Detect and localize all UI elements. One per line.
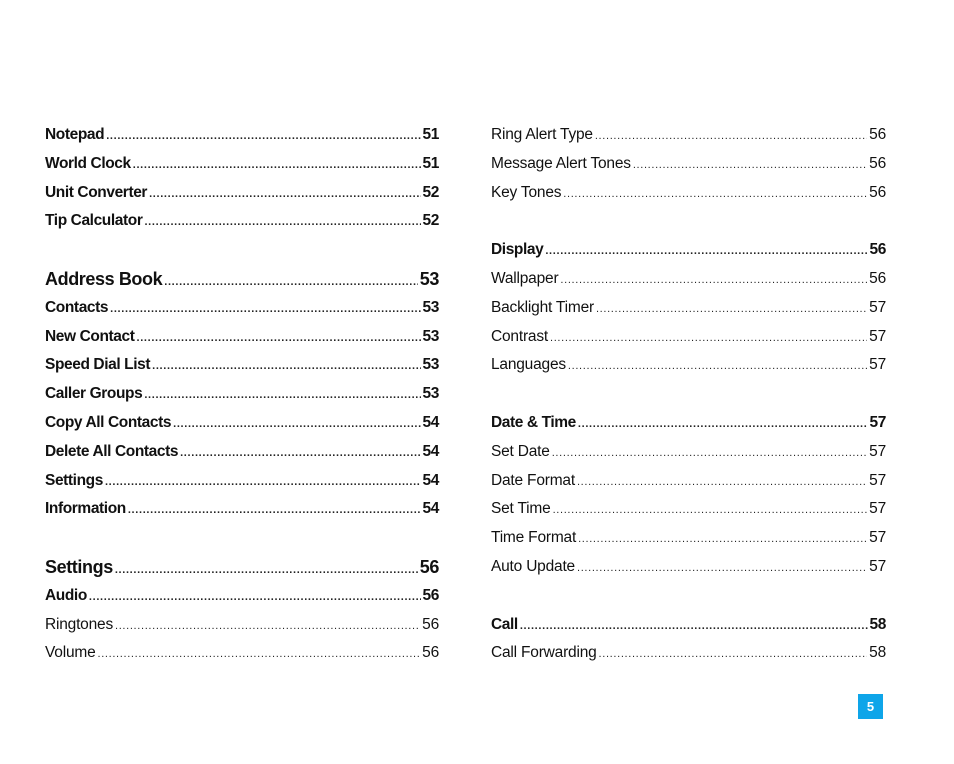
toc-entry-label: Set Date xyxy=(491,442,550,460)
toc-entry-page: 57 xyxy=(869,557,886,575)
toc-entry[interactable] xyxy=(45,495,439,524)
toc-dot-leader xyxy=(520,611,868,641)
toc-entry-label: Call xyxy=(491,615,518,633)
toc-entry-label: Settings xyxy=(45,556,113,577)
toc-entry[interactable] xyxy=(45,265,439,294)
toc-entry-label: Tip Calculator xyxy=(45,212,143,230)
toc-entry-label: Set Time xyxy=(491,500,551,518)
toc-entry-label: Unit Converter xyxy=(45,183,148,201)
toc-entry-label: Volume xyxy=(45,644,96,662)
toc-entry-page: 53 xyxy=(422,356,439,374)
toc-entry-label: Key Tones xyxy=(491,183,562,201)
toc-dot-leader xyxy=(633,150,867,180)
page-number-badge: 5 xyxy=(858,694,883,719)
toc-entry-page: 56 xyxy=(869,269,886,287)
toc-entry-label: Information xyxy=(45,500,126,518)
toc-entry-page: 54 xyxy=(422,500,439,518)
toc-entry-label: New Contact xyxy=(45,327,135,345)
toc-entry[interactable] xyxy=(45,438,439,467)
toc-entry-label: Delete All Contacts xyxy=(45,442,179,460)
toc-entry-label: Ringtones xyxy=(45,615,113,633)
toc-entry-page: 54 xyxy=(422,442,439,460)
toc-entry[interactable] xyxy=(491,639,886,668)
toc-dot-leader xyxy=(89,582,421,612)
toc-entry[interactable] xyxy=(45,207,439,236)
toc-dot-leader xyxy=(136,323,420,353)
toc-entry-page: 54 xyxy=(422,471,439,489)
toc-entry-page: 57 xyxy=(869,500,886,518)
toc-dot-leader xyxy=(180,438,420,468)
toc-entry[interactable] xyxy=(45,179,439,208)
toc-entry-page: 58 xyxy=(869,615,886,633)
toc-entry[interactable] xyxy=(45,351,439,380)
toc-entry-label: World Clock xyxy=(45,154,131,172)
toc-entry-label: Notepad xyxy=(45,126,105,143)
toc-dot-leader xyxy=(110,294,420,324)
toc-dot-leader xyxy=(578,524,867,554)
toc-dot-leader xyxy=(563,179,867,209)
toc-entry[interactable] xyxy=(45,467,439,496)
toc-dot-leader xyxy=(115,553,418,585)
toc-entry-page: 56 xyxy=(422,586,439,604)
toc-entry[interactable] xyxy=(45,323,439,352)
toc-entry[interactable] xyxy=(491,524,886,553)
toc-entry[interactable] xyxy=(491,323,886,352)
toc-entry-page: 57 xyxy=(869,327,886,345)
toc-entry-page: 57 xyxy=(869,413,886,431)
toc-dot-leader xyxy=(133,150,421,180)
toc-entry-page: 52 xyxy=(422,183,439,201)
toc-dot-leader xyxy=(596,294,867,324)
toc-dot-leader xyxy=(144,380,420,410)
toc-entry-page: 54 xyxy=(422,413,439,431)
toc-entry-label: Contrast xyxy=(491,327,548,345)
toc-dot-leader xyxy=(550,323,867,353)
toc-entry-page: 56 xyxy=(869,241,886,259)
toc-entry[interactable] xyxy=(45,294,439,323)
toc-entry[interactable] xyxy=(491,351,886,380)
toc-dot-leader xyxy=(144,207,420,237)
toc-entry-page: 56 xyxy=(869,183,886,201)
toc-entry-page: 56 xyxy=(419,556,439,577)
toc-dot-leader xyxy=(128,495,421,525)
toc-entry-page: 57 xyxy=(869,471,886,489)
toc-dot-leader xyxy=(595,121,867,151)
toc-dot-leader xyxy=(164,265,418,297)
toc-entry-label: Backlight Timer xyxy=(491,298,594,316)
toc-entry[interactable] xyxy=(491,294,886,323)
toc-entry[interactable] xyxy=(491,611,886,640)
toc-entry[interactable] xyxy=(45,639,439,668)
toc-entry[interactable] xyxy=(491,553,886,582)
toc-entry-label: Auto Update xyxy=(491,557,575,575)
toc-entry[interactable] xyxy=(45,121,439,150)
toc-entry-label: Display xyxy=(491,241,544,259)
toc-entry-label: Date Format xyxy=(491,471,575,489)
toc-entry[interactable] xyxy=(491,409,886,438)
toc-entry[interactable] xyxy=(45,409,439,438)
toc-entry-page: 52 xyxy=(422,212,439,230)
toc-entry-label: Ring Alert Type xyxy=(491,126,593,143)
toc-entry-label: Settings xyxy=(45,471,103,489)
toc-dot-leader xyxy=(577,467,867,497)
toc-dot-leader xyxy=(568,351,867,381)
toc-dot-leader xyxy=(106,121,420,151)
toc-dot-leader xyxy=(173,409,420,439)
toc-entry-page: 53 xyxy=(422,385,439,403)
toc-dot-leader xyxy=(577,553,867,583)
toc-dot-leader xyxy=(98,639,421,669)
toc-left-column xyxy=(45,121,439,668)
toc-entry[interactable] xyxy=(491,150,886,179)
toc-dot-leader xyxy=(553,495,868,525)
toc-entry-page: 57 xyxy=(869,442,886,460)
toc-dot-leader xyxy=(105,467,421,497)
toc-entry-label: Call Forwarding xyxy=(491,644,597,662)
toc-entry-label: Date & Time xyxy=(491,413,576,431)
toc-dot-leader xyxy=(560,265,867,295)
toc-dot-leader xyxy=(149,179,420,209)
toc-entry-label: Message Alert Tones xyxy=(491,154,631,172)
toc-entry-page: 51 xyxy=(422,126,439,143)
toc-entry-label: Languages xyxy=(491,356,566,374)
toc-dot-leader xyxy=(545,236,867,266)
toc-entry-label: Wallpaper xyxy=(491,269,559,287)
toc-entry-page: 56 xyxy=(869,126,886,143)
toc-entry-label: Audio xyxy=(45,586,87,604)
toc-entry-page: 58 xyxy=(869,644,886,662)
toc-entry-page: 51 xyxy=(422,154,439,172)
toc-entry[interactable] xyxy=(45,553,439,582)
toc-entry-label: Caller Groups xyxy=(45,385,143,403)
toc-entry[interactable] xyxy=(45,611,439,640)
toc-dot-leader xyxy=(578,409,868,439)
toc-dot-leader xyxy=(152,351,420,381)
toc-entry[interactable] xyxy=(45,582,439,611)
toc-entry-page: 57 xyxy=(869,298,886,316)
toc-entry[interactable] xyxy=(491,236,886,265)
toc-right-column xyxy=(491,121,886,668)
toc-entry[interactable] xyxy=(45,380,439,409)
toc-dot-leader xyxy=(552,438,867,468)
toc-entry-label: Contacts xyxy=(45,298,109,316)
toc-entry-page: 53 xyxy=(419,268,439,289)
toc-entry[interactable] xyxy=(491,179,886,208)
toc-entry[interactable] xyxy=(491,495,886,524)
toc-entry-page: 56 xyxy=(422,644,439,662)
toc-entry[interactable] xyxy=(491,467,886,496)
toc-entry[interactable] xyxy=(491,438,886,467)
toc-entry-page: 56 xyxy=(422,615,439,633)
toc-entry-page: 57 xyxy=(869,529,886,547)
toc-entry-page: 57 xyxy=(869,356,886,374)
toc-entry-page: 53 xyxy=(422,298,439,316)
toc-entry[interactable] xyxy=(45,150,439,179)
toc-entry-label: Time Format xyxy=(491,529,577,547)
toc-entry-label: Speed Dial List xyxy=(45,356,151,374)
toc-entry-label: Address Book xyxy=(45,268,163,289)
toc-entry-page: 53 xyxy=(422,327,439,345)
toc-entry[interactable] xyxy=(491,265,886,294)
toc-dot-leader xyxy=(115,611,420,641)
toc-entry-page: 56 xyxy=(869,154,886,172)
toc-dot-leader xyxy=(599,639,868,669)
toc-entry-label: Copy All Contacts xyxy=(45,413,172,431)
toc-entry[interactable] xyxy=(491,121,886,150)
